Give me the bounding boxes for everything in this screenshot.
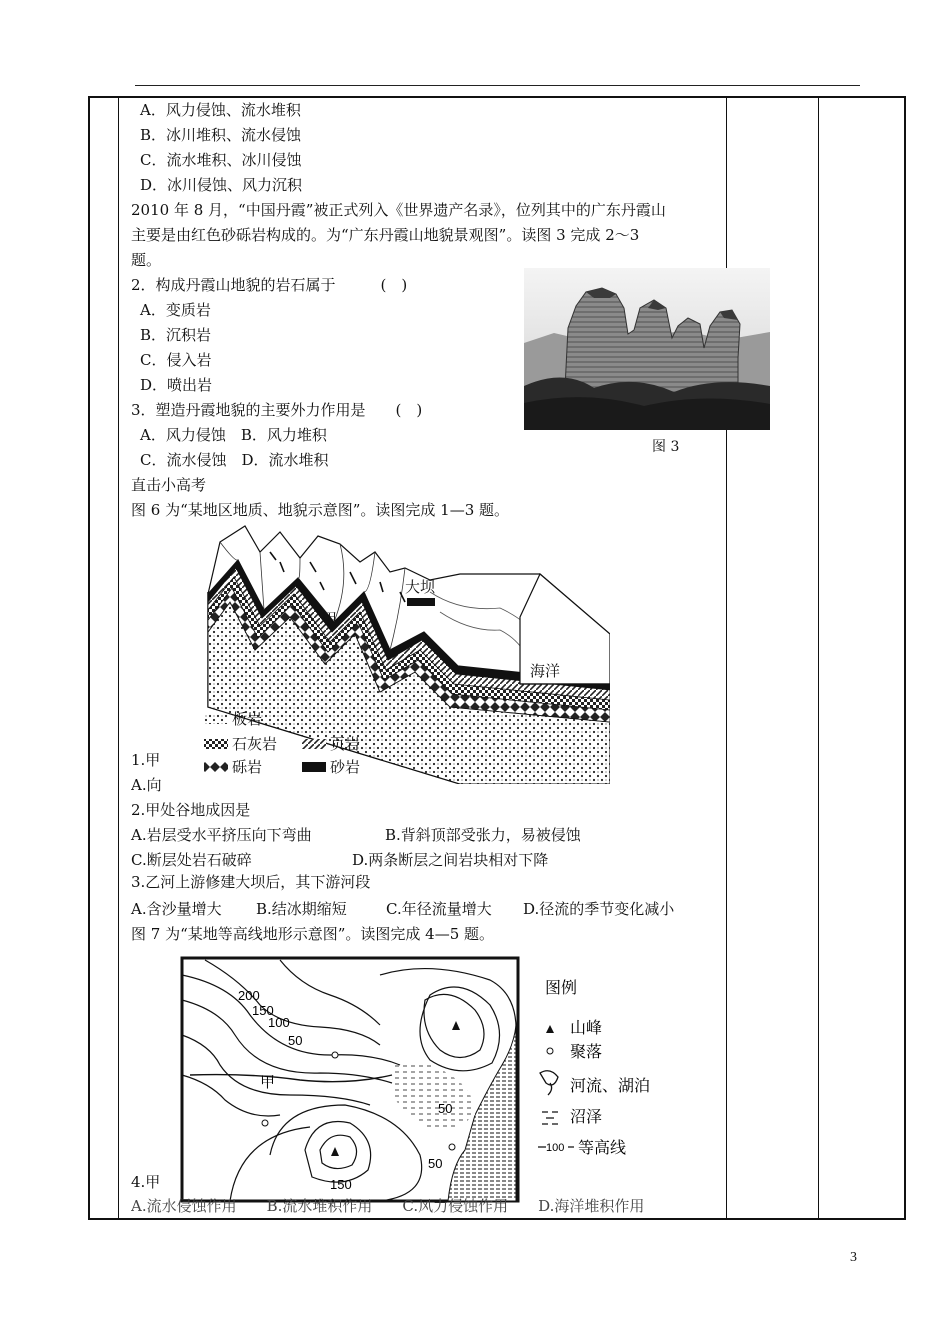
table-divider-mid: [726, 96, 727, 1220]
intro-line-2: 主要是由红色砂砾岩构成的。为“广东丹霞山地貌景观图”。读图 3 完成 2～3: [131, 226, 640, 244]
legend-peak: 山峰: [570, 1020, 603, 1037]
intro-line-1: 2010 年 8 月，“中国丹霞”被正式列入《世界遗产名录》，位列其中的广东丹霞山: [131, 201, 666, 219]
q3b-option-d: D.径流的季节变化减小: [523, 900, 675, 918]
river-lake-icon: [540, 1071, 558, 1095]
q2-option-c: C．侵入岩: [140, 351, 212, 369]
q2b-option-a: A.岩层受水平挤压向下弯曲: [131, 826, 312, 844]
q3-options-row1: A．风力侵蚀 B．风力堆积: [140, 426, 327, 444]
legend-marsh: 沼泽: [570, 1109, 603, 1126]
legend-shale-swatch: [302, 739, 326, 749]
page-number: 3: [850, 1250, 857, 1265]
legend-conglomerate-swatch: [204, 762, 228, 772]
legend-title: 图例: [545, 980, 578, 997]
legend-slate: 板岩: [232, 711, 263, 728]
table-divider-left: [118, 96, 119, 1220]
legend-shale: 页岩: [330, 736, 361, 753]
q3b-option-b: B.结冰期缩短: [256, 900, 347, 918]
q1-option-c: C．流水堆积、冰川侵蚀: [140, 151, 302, 169]
legend-contour-value: 100: [546, 1142, 565, 1154]
q1b-option: A.向: [131, 776, 162, 794]
peak-icon: [546, 1025, 554, 1033]
q2-stem: 2．构成丹霞山地貌的岩石属于 ( ): [131, 276, 408, 294]
intro-line-3: 题。: [131, 251, 162, 269]
q2-option-b: B．沉积岩: [140, 326, 212, 344]
legend-river-lake: 河流、湖泊: [570, 1078, 651, 1095]
settlement-icon: [547, 1048, 553, 1054]
legend-settlement: 聚落: [570, 1044, 603, 1061]
q1-option-a: A．风力侵蚀、流水堆积: [140, 101, 301, 119]
contour-150b: 150: [330, 1177, 352, 1192]
figure3-caption: 图 3: [652, 439, 680, 455]
legend-limestone: 石灰岩: [232, 736, 278, 753]
q3b-option-a: A.含沙量增大: [131, 900, 222, 918]
q4-stem: 4.甲: [131, 1173, 161, 1191]
q2-option-a: A．变质岩: [140, 301, 211, 319]
q3-options-row2: C．流水侵蚀 D．流水堆积: [140, 451, 329, 469]
legend-limestone-swatch: [204, 739, 228, 749]
jia-label: 甲: [322, 611, 338, 628]
q3b-stem: 3.乙河上游修建大坝后，其下游河段: [131, 873, 371, 891]
contour-50a: 50: [288, 1033, 303, 1048]
contour-50c: 50: [428, 1156, 443, 1171]
map-jia-label: 甲: [260, 1074, 276, 1091]
contour-100: 100: [268, 1015, 290, 1030]
q2-option-d: D．喷出岩: [140, 376, 213, 394]
q1b-stem: 1.甲: [131, 751, 161, 769]
dam-label: 大坝: [405, 579, 436, 596]
q2b-option-d: D.两条断层之间岩块相对下降: [352, 851, 549, 869]
section-title: 直击小高考: [131, 476, 207, 494]
legend-contour: 等高线: [578, 1140, 627, 1157]
legend-conglomerate: 砾岩: [232, 759, 263, 776]
contour-map: [130, 955, 690, 1205]
q2b-option-c: C.断层处岩石破碎: [131, 851, 252, 869]
table-divider-right: [818, 96, 819, 1220]
legend-sandstone-swatch: [302, 762, 326, 772]
contour-50b: 50: [438, 1101, 453, 1116]
contour-200: 200: [238, 988, 260, 1003]
fig6-intro: 图 6 为“某地区地质、地貌示意图”。读图完成 1—3 题。: [131, 501, 510, 519]
q1-option-d: D．冰川侵蚀、风力沉积: [140, 176, 303, 194]
q1-option-b: B．冰川堆积、流水侵蚀: [140, 126, 302, 144]
legend-slate-swatch: [204, 714, 228, 724]
fig7-intro: 图 7 为“某地等高线地形示意图”。读图完成 4—5 题。: [131, 925, 495, 943]
geology-block-diagram: [200, 522, 610, 784]
danxia-photo: [524, 268, 770, 430]
marsh-icon: [542, 1112, 558, 1124]
ocean-label: 海洋: [530, 663, 561, 680]
q2b-stem: 2.甲处谷地成因是: [131, 801, 251, 819]
q3-stem: 3．塑造丹霞地貌的主要外力作用是 ( ): [131, 401, 423, 419]
contour-150: 150: [252, 1003, 274, 1018]
q4-options: A.流水侵蚀作用 B.流水堆积作用 C.风力侵蚀作用 D.海洋堆积作用: [131, 1197, 645, 1215]
header-rule: [135, 85, 860, 86]
q3b-option-c: C.年径流量增大: [386, 900, 492, 918]
q2b-option-b: B.背斜顶部受张力，易被侵蚀: [385, 826, 581, 844]
legend-sandstone: 砂岩: [330, 759, 361, 776]
